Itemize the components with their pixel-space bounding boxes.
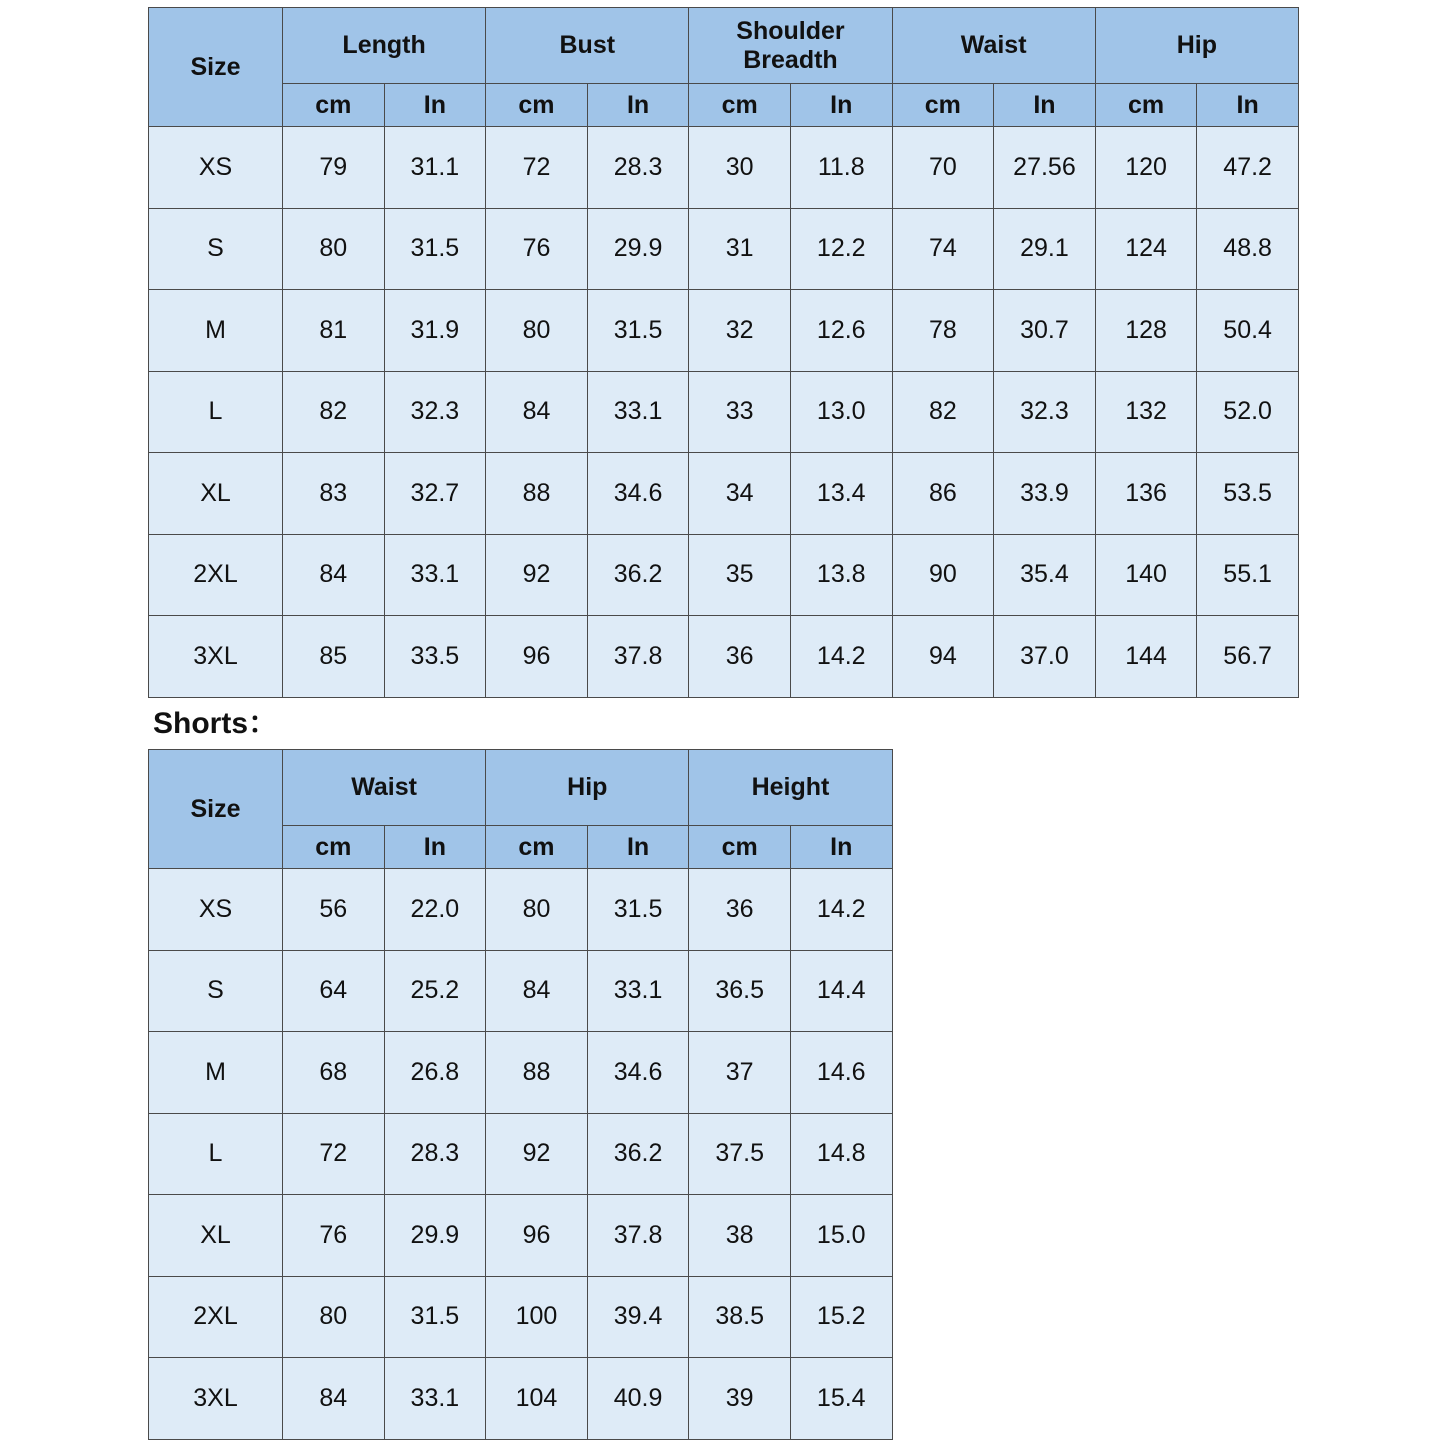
size-cell: L: [149, 1113, 283, 1195]
value-cell: 31.5: [384, 1276, 486, 1358]
value-cell: 48.8: [1197, 208, 1299, 290]
value-cell: 22.0: [384, 869, 486, 951]
size-cell: L: [149, 371, 283, 453]
value-cell: 84: [283, 534, 385, 616]
value-cell: 36: [689, 869, 791, 951]
value-cell: 83: [283, 453, 385, 535]
height-header: Height: [689, 750, 892, 826]
value-cell: 15.2: [790, 1276, 892, 1358]
value-cell: 72: [283, 1113, 385, 1195]
value-cell: 84: [486, 371, 588, 453]
table-row: [149, 1113, 893, 1195]
table-row: [149, 1195, 893, 1277]
value-cell: 79: [283, 127, 385, 209]
value-cell: 84: [486, 950, 588, 1032]
value-cell: 28.3: [587, 127, 689, 209]
value-cell: 94: [892, 616, 994, 698]
unit-cm: cm: [486, 826, 588, 869]
unit-cm: cm: [892, 84, 994, 127]
size-cell: M: [149, 290, 283, 372]
value-cell: 47.2: [1197, 127, 1299, 209]
value-cell: 37: [689, 1032, 791, 1114]
unit-in: In: [790, 826, 892, 869]
value-cell: 14.2: [790, 869, 892, 951]
value-cell: 38: [689, 1195, 791, 1277]
value-cell: 80: [486, 869, 588, 951]
value-cell: 27.56: [994, 127, 1096, 209]
value-cell: 55.1: [1197, 534, 1299, 616]
unit-cm: cm: [283, 826, 385, 869]
value-cell: 35.4: [994, 534, 1096, 616]
value-cell: 33.5: [384, 616, 486, 698]
value-cell: 80: [283, 1276, 385, 1358]
unit-cm: cm: [1095, 84, 1197, 127]
value-cell: 85: [283, 616, 385, 698]
value-cell: 31.5: [587, 290, 689, 372]
value-cell: 36: [689, 616, 791, 698]
table-row: [149, 453, 1299, 535]
value-cell: 35: [689, 534, 791, 616]
unit-cm: cm: [689, 84, 791, 127]
unit-in: In: [1197, 84, 1299, 127]
value-cell: 30: [689, 127, 791, 209]
waist-header: Waist: [283, 750, 486, 826]
value-cell: 53.5: [1197, 453, 1299, 535]
table-row: [149, 534, 1299, 616]
value-cell: 14.8: [790, 1113, 892, 1195]
value-cell: 31.5: [384, 208, 486, 290]
size-cell: XL: [149, 1195, 283, 1277]
value-cell: 96: [486, 1195, 588, 1277]
value-cell: 82: [283, 371, 385, 453]
value-cell: 84: [283, 1358, 385, 1440]
value-cell: 34: [689, 453, 791, 535]
unit-in: In: [790, 84, 892, 127]
value-cell: 29.9: [384, 1195, 486, 1277]
unit-cm: cm: [283, 84, 385, 127]
value-cell: 80: [283, 208, 385, 290]
value-cell: 15.4: [790, 1358, 892, 1440]
value-cell: 13.4: [790, 453, 892, 535]
value-cell: 33: [689, 371, 791, 453]
bust-header: Bust: [486, 8, 689, 84]
value-cell: 29.1: [994, 208, 1096, 290]
shorts-size-table: [148, 749, 893, 1440]
value-cell: 14.6: [790, 1032, 892, 1114]
value-cell: 29.9: [587, 208, 689, 290]
value-cell: 32.7: [384, 453, 486, 535]
value-cell: 36.2: [587, 1113, 689, 1195]
unit-in: In: [587, 84, 689, 127]
value-cell: 72: [486, 127, 588, 209]
value-cell: 76: [486, 208, 588, 290]
unit-in: In: [384, 826, 486, 869]
value-cell: 39: [689, 1358, 791, 1440]
size-cell: XS: [149, 869, 283, 951]
size-cell: S: [149, 208, 283, 290]
value-cell: 76: [283, 1195, 385, 1277]
value-cell: 100: [486, 1276, 588, 1358]
value-cell: 38.5: [689, 1276, 791, 1358]
value-cell: 104: [486, 1358, 588, 1440]
value-cell: 96: [486, 616, 588, 698]
shoulder-breadth-header: [689, 8, 892, 84]
value-cell: 92: [486, 534, 588, 616]
value-cell: 33.1: [587, 950, 689, 1032]
size-cell: 2XL: [149, 1276, 283, 1358]
table-row: [149, 127, 1299, 209]
value-cell: 33.1: [384, 1358, 486, 1440]
size-cell: M: [149, 1032, 283, 1114]
size-cell: 2XL: [149, 534, 283, 616]
value-cell: 31.1: [384, 127, 486, 209]
value-cell: 74: [892, 208, 994, 290]
hip-header: Hip: [486, 750, 689, 826]
value-cell: 86: [892, 453, 994, 535]
value-cell: 37.0: [994, 616, 1096, 698]
value-cell: 15.0: [790, 1195, 892, 1277]
value-cell: 28.3: [384, 1113, 486, 1195]
value-cell: 34.6: [587, 453, 689, 535]
value-cell: 11.8: [790, 127, 892, 209]
value-cell: 12.2: [790, 208, 892, 290]
value-cell: 82: [892, 371, 994, 453]
hip-header: Hip: [1095, 8, 1298, 84]
value-cell: 37.5: [689, 1113, 791, 1195]
value-cell: 39.4: [587, 1276, 689, 1358]
value-cell: 36.5: [689, 950, 791, 1032]
value-cell: 31.5: [587, 869, 689, 951]
value-cell: 26.8: [384, 1032, 486, 1114]
value-cell: 70: [892, 127, 994, 209]
unit-in: In: [994, 84, 1096, 127]
value-cell: 12.6: [790, 290, 892, 372]
size-cell: S: [149, 950, 283, 1032]
size-cell: 3XL: [149, 616, 283, 698]
value-cell: 31: [689, 208, 791, 290]
value-cell: 56.7: [1197, 616, 1299, 698]
value-cell: 144: [1095, 616, 1197, 698]
unit-cm: cm: [689, 826, 791, 869]
unit-in: In: [384, 84, 486, 127]
value-cell: 13.0: [790, 371, 892, 453]
value-cell: 32: [689, 290, 791, 372]
value-cell: 128: [1095, 290, 1197, 372]
table-row: [149, 371, 1299, 453]
value-cell: 56: [283, 869, 385, 951]
unit-cm: cm: [486, 84, 588, 127]
value-cell: 68: [283, 1032, 385, 1114]
value-cell: 132: [1095, 371, 1197, 453]
shoulder-breadth-label: Shoulder Breadth: [736, 16, 845, 74]
table-row: [149, 1032, 893, 1114]
unit-in: In: [587, 826, 689, 869]
value-cell: 80: [486, 290, 588, 372]
value-cell: 34.6: [587, 1032, 689, 1114]
value-cell: 13.8: [790, 534, 892, 616]
table-row: [149, 1276, 893, 1358]
value-cell: 78: [892, 290, 994, 372]
table-row: [149, 616, 1299, 698]
length-header: Length: [283, 8, 486, 84]
value-cell: 40.9: [587, 1358, 689, 1440]
value-cell: 124: [1095, 208, 1197, 290]
value-cell: 33.1: [587, 371, 689, 453]
size-cell: XL: [149, 453, 283, 535]
value-cell: 14.4: [790, 950, 892, 1032]
value-cell: 140: [1095, 534, 1197, 616]
value-cell: 33.1: [384, 534, 486, 616]
table-row: [149, 208, 1299, 290]
top-size-table: [148, 7, 1299, 698]
value-cell: 136: [1095, 453, 1197, 535]
table-row: [149, 950, 893, 1032]
value-cell: 25.2: [384, 950, 486, 1032]
shorts-title: Shorts：: [153, 707, 279, 740]
size-cell: XS: [149, 127, 283, 209]
value-cell: 88: [486, 1032, 588, 1114]
value-cell: 32.3: [384, 371, 486, 453]
waist-header: Waist: [892, 8, 1095, 84]
value-cell: 37.8: [587, 616, 689, 698]
value-cell: 32.3: [994, 371, 1096, 453]
size-cell: 3XL: [149, 1358, 283, 1440]
table-row: [149, 869, 893, 951]
value-cell: 36.2: [587, 534, 689, 616]
value-cell: 30.7: [994, 290, 1096, 372]
table-row: [149, 290, 1299, 372]
value-cell: 88: [486, 453, 588, 535]
value-cell: 37.8: [587, 1195, 689, 1277]
value-cell: 81: [283, 290, 385, 372]
value-cell: 33.9: [994, 453, 1096, 535]
value-cell: 14.2: [790, 616, 892, 698]
value-cell: 64: [283, 950, 385, 1032]
value-cell: 92: [486, 1113, 588, 1195]
value-cell: 31.9: [384, 290, 486, 372]
size-header: Size: [149, 8, 283, 127]
table-row: [149, 1358, 893, 1440]
value-cell: 120: [1095, 127, 1197, 209]
size-header: Size: [149, 750, 283, 869]
value-cell: 52.0: [1197, 371, 1299, 453]
value-cell: 50.4: [1197, 290, 1299, 372]
value-cell: 90: [892, 534, 994, 616]
